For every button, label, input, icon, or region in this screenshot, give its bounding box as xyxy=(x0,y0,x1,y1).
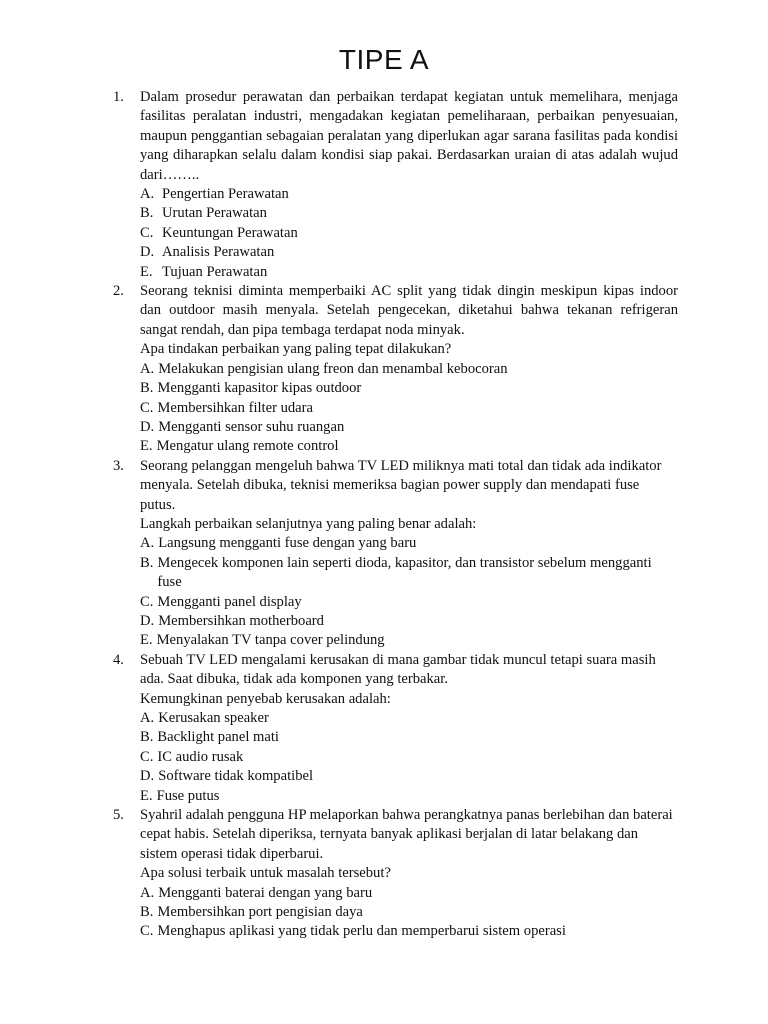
option-c: C. Keuntungan Perawatan xyxy=(140,224,298,241)
question-number: 2. xyxy=(113,283,124,300)
option-e: E. Fuse putus xyxy=(140,787,220,804)
option-b: B. Mengecek komponen lain seperti dioda, kapasitor, dan transistor sebelum mengganti fuse xyxy=(140,554,652,591)
question-number: 1. xyxy=(113,89,124,105)
option-a: A. Mengganti baterai dengan yang baru xyxy=(140,884,373,901)
option-d: D. Analisis Perawatan xyxy=(140,244,275,261)
question-number: 3. xyxy=(113,457,124,474)
option-b: B. Membersihkan port pengisian daya xyxy=(140,904,363,921)
question-5 xyxy=(113,806,678,942)
question-3 xyxy=(113,457,678,651)
question-1 xyxy=(113,88,678,282)
option-d: D. Membersihkan motherboard xyxy=(140,612,324,629)
option-a: A. Pengertian Perawatan xyxy=(140,186,289,203)
question-2 xyxy=(113,282,678,457)
option-e: E. Menyalakan TV tanpa cover pelindung xyxy=(140,632,385,649)
question-list xyxy=(113,88,678,942)
option-c: C. IC audio rusak xyxy=(140,748,244,765)
question-4 xyxy=(113,651,678,806)
question-prompt: Langkah perbaikan selanjutnya yang paling benar adalah: xyxy=(140,515,477,532)
option-a: A. Langsung mengganti fuse dengan yang baru xyxy=(140,535,417,552)
question-number: 5. xyxy=(113,807,124,824)
question-prompt: Kemungkinan penyebab kerusakan adalah: xyxy=(140,690,391,707)
option-e: E. Mengatur ulang remote control xyxy=(140,438,339,455)
option-d: D. Mengganti sensor suhu ruangan xyxy=(140,418,345,435)
question-stem: Syahril adalah pengguna HP melaporkan bahwa perangkatnya panas berlebihan dan baterai cepat habis. Setelah diperiksa, ternyata banyak aplikasi berjalan di latar belakang dan sistem operasi tidak diperbarui. xyxy=(140,807,673,862)
page-title: TIPE A xyxy=(338,44,430,75)
option-b: B. Backlight panel mati xyxy=(140,729,279,746)
option-b: B. Urutan Perawatan xyxy=(140,205,267,222)
option-a: A. Kerusakan speaker xyxy=(140,710,269,726)
option-a: A. Melakukan pengisian ulang freon dan menambal kebocoran xyxy=(140,360,508,377)
question-prompt: Apa solusi terbaik untuk masalah tersebut? xyxy=(140,865,391,882)
option-b: B. Mengganti kapasitor kipas outdoor xyxy=(140,380,362,397)
option-c: C. Membersihkan filter udara xyxy=(140,399,313,416)
question-number: 4. xyxy=(113,651,124,668)
option-e: E. Tujuan Perawatan xyxy=(140,263,268,280)
option-c: C. Mengganti panel display xyxy=(140,593,302,610)
question-stem: Dalam prosedur perawatan dan perbaikan terdapat kegiatan untuk memelihara, menjaga fasilitas peralatan industri, mengadakan kegiatan pemeliharaan, perbaikan penyesuaian, maupun penggantian sebagaian peralatan yang diperlukan agar sarana fasilitas pada kondisi yang diharapkan selalu dalam kondisi siap pakai. Berdasarkan uraian di atas adalah wujud dari…….. xyxy=(140,89,678,183)
option-d: D. Software tidak kompatibel xyxy=(140,768,314,785)
question-stem: Seorang pelanggan mengeluh bahwa TV LED miliknya mati total dan tidak ada indikator menyala. Setelah dibuka, teknisi memeriksa bagian power supply dan mendapati fuse putus. xyxy=(140,457,662,513)
option-c: C. Menghapus aplikasi yang tidak perlu dan memperbarui sistem operasi xyxy=(140,923,566,940)
question-stem: Sebuah TV LED mengalami kerusakan di mana gambar tidak muncul tetapi suara masih ada. Saat dibuka, tidak ada komponen yang terbakar. xyxy=(140,651,656,688)
question-prompt: Apa tindakan perbaikan yang paling tepat dilakukan? xyxy=(140,341,452,358)
question-stem: Seorang teknisi diminta memperbaiki AC split yang tidak dingin meskipun kipas indoor dan outdoor masih menyala. Setelah pengecekan, diketahui bahwa tekanan refrigeran sangat rendah, dan pipa tembaga terdapat noda minyak. xyxy=(140,283,678,338)
